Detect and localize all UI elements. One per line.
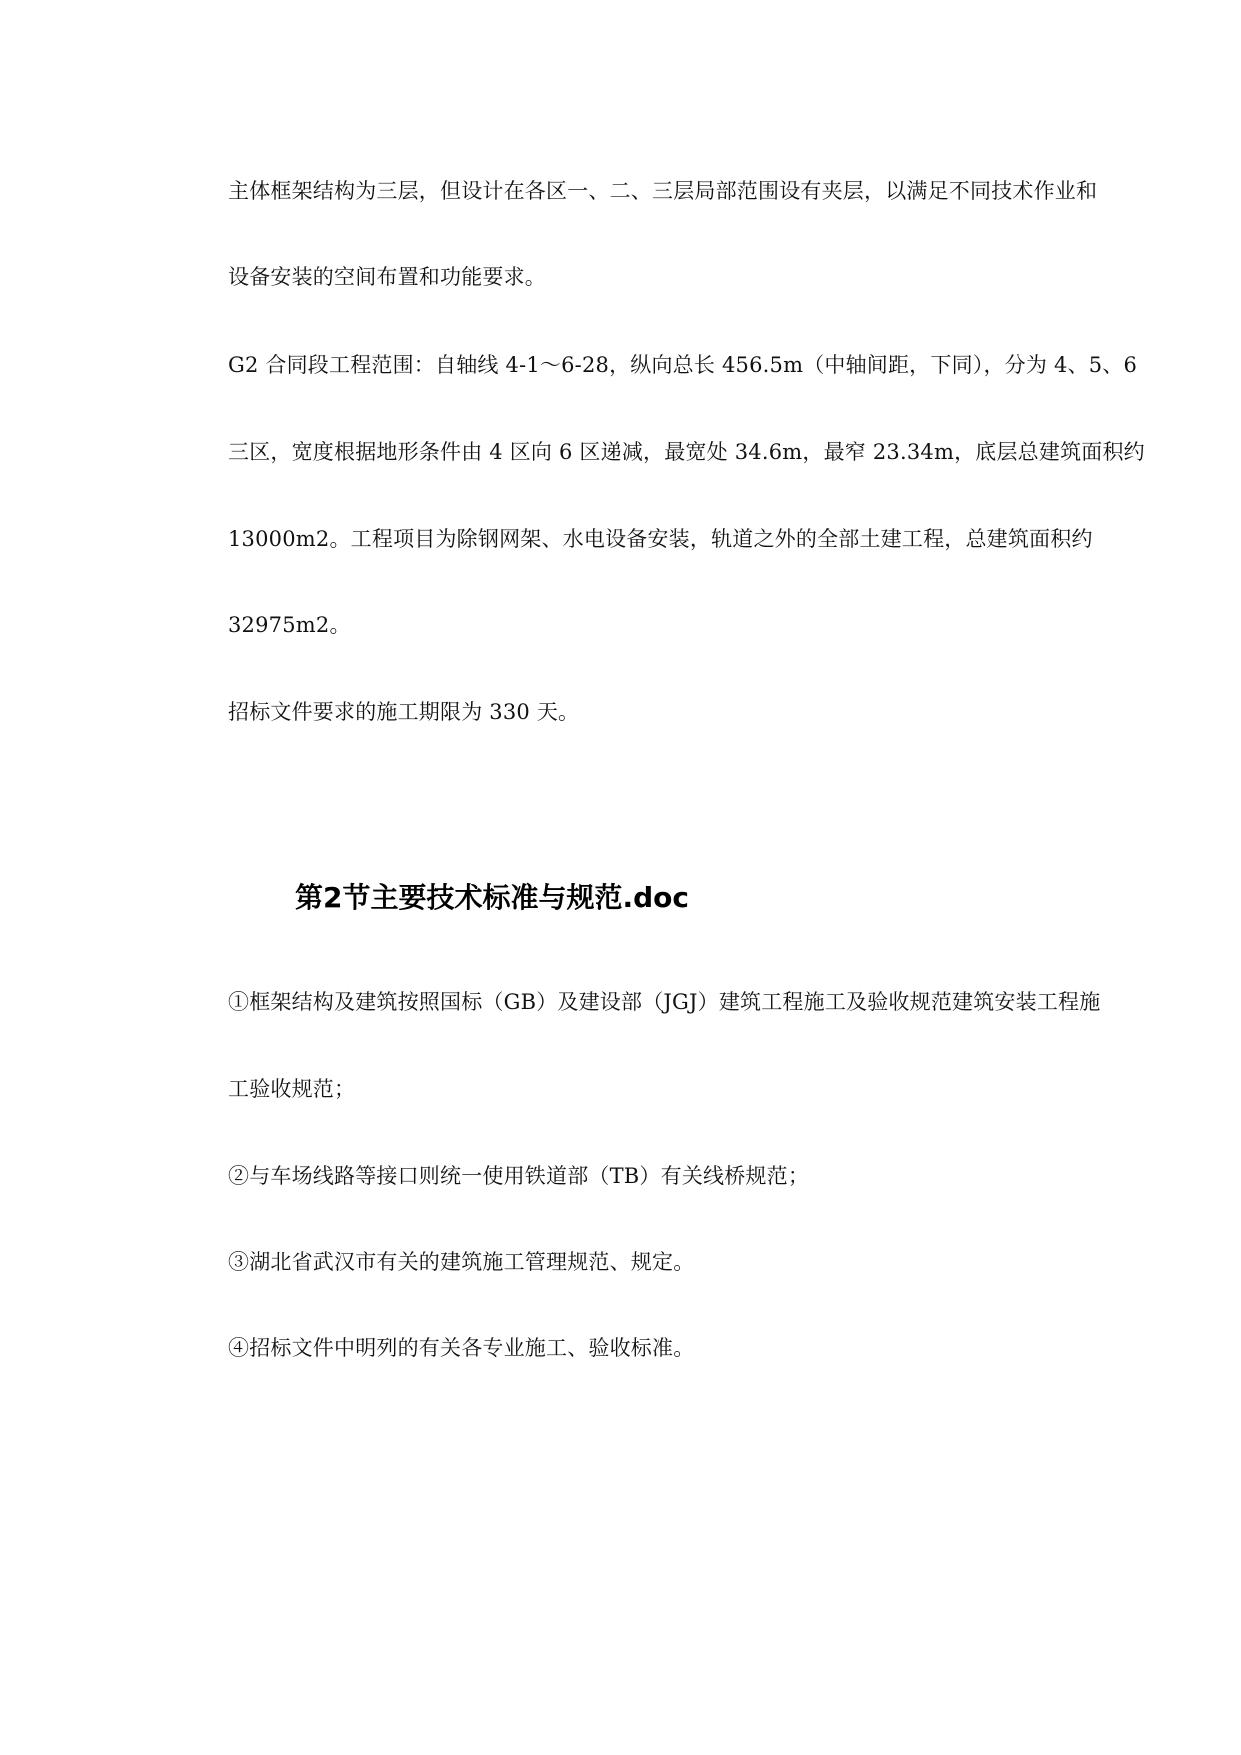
paragraph-line: 32975m2。 bbox=[228, 613, 351, 637]
paragraph-line: 13000m2。工程项目为除钢网架、水电设备安装，轨道之外的全部土建工程，总建筑面积约 bbox=[228, 527, 1093, 551]
standard-item-line: ④招标文件中明列的有关各专业施工、验收标准。 bbox=[228, 1336, 695, 1360]
paragraph-line: G2 合同段工程范围：自轴线 4-1～6-28，纵向总长 456.5m（中轴间距，下同），分为 4、5、6 bbox=[228, 353, 1138, 377]
section-heading: 第2节主要技术标准与规范.doc bbox=[295, 881, 689, 914]
standard-item-line: ③湖北省武汉市有关的建筑施工管理规范、规定。 bbox=[228, 1250, 695, 1274]
standard-item-line: ①框架结构及建筑按照国标（GB）及建设部（JGJ）建筑工程施工及验收规范建筑安装工程施 bbox=[228, 990, 1101, 1014]
standard-item-line: 工验收规范； bbox=[228, 1077, 356, 1101]
paragraph-line: 招标文件要求的施工期限为 330 天。 bbox=[228, 700, 580, 724]
standard-item-line: ②与车场线路等接口则统一使用铁道部（TB）有关线桥规范； bbox=[228, 1164, 810, 1188]
paragraph-line: 设备安装的空间布置和功能要求。 bbox=[228, 265, 546, 289]
paragraph-line: 三区，宽度根据地形条件由 4 区向 6 区递减，最宽处 34.6m，最窄 23.34m，底层总建筑面积约 bbox=[228, 440, 1145, 464]
paragraph-line: 主体框架结构为三层，但设计在各区一、二、三层局部范围设有夹层，以满足不同技术作业和 bbox=[228, 179, 1098, 203]
